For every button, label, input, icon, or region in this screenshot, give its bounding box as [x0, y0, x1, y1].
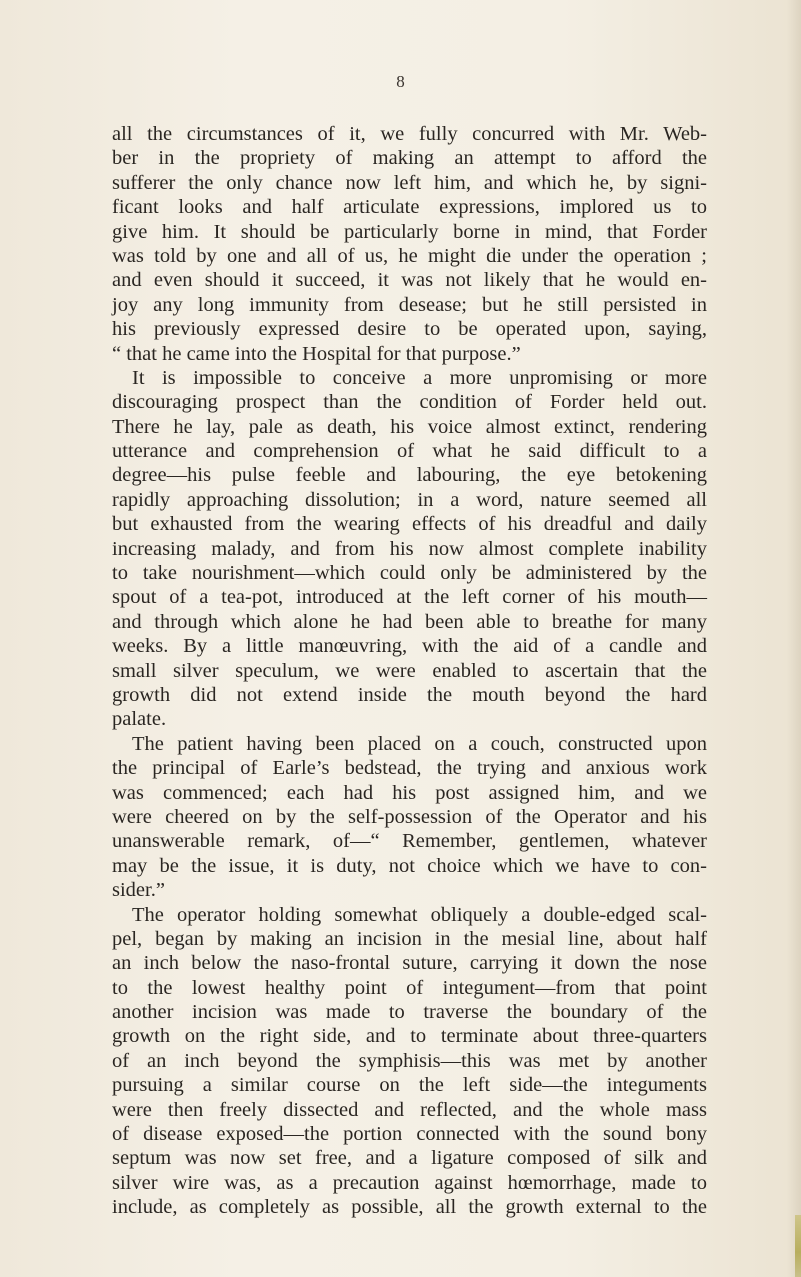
text-line: increasing malady, and from his now almost complete inability: [112, 537, 707, 560]
text-line: small silver speculum, we were enabled to ascertain that the: [112, 659, 707, 682]
text-line: sider.”: [112, 879, 165, 902]
text-line: and through which alone he had been able to breathe for many: [112, 610, 707, 633]
text-line: rapidly approaching dissolution; in a word, nature seemed all: [112, 488, 707, 511]
text-line: sufferer the only chance now left him, and which he, by signi-: [112, 171, 707, 194]
text-line: to take nourishment—which could only be administered by the: [112, 562, 707, 585]
text-line: another incision was made to traverse the boundary of the: [112, 1001, 707, 1024]
text-line: was commenced; each had his post assigned him, and we: [112, 781, 707, 804]
text-line: but exhausted from the wearing effects of his dreadful and daily: [112, 513, 707, 536]
text-line: were cheered on by the self-possession of the Operator and his: [112, 805, 707, 828]
text-line: include, as completely as possible, all the growth external to the: [112, 1196, 707, 1219]
text-line: all the circumstances of it, we fully concurred with Mr. Web-: [112, 123, 707, 145]
text-line: his previously expressed desire to be operated upon, saying,: [112, 318, 707, 341]
text-line: growth on the right side, and to terminate about three-quarters: [112, 1025, 707, 1048]
text-line: It is impossible to conceive a more unpromising or more: [132, 366, 707, 389]
text-line: an inch below the naso-frontal suture, carrying it down the nose: [112, 952, 707, 975]
text-line: pursuing a similar course on the left side—the integuments: [112, 1074, 707, 1097]
text-line: unanswerable remark, of—“ Remember, gentlemen, whatever: [112, 830, 707, 853]
text-line: growth did not extend inside the mouth beyond the hard: [112, 683, 707, 706]
text-line: degree—his pulse feeble and labouring, the eye betokening: [112, 464, 707, 487]
text-line: may be the issue, it is duty, not choice which we have to con-: [112, 854, 707, 877]
text-line: and even should it succeed, it was not likely that he would en-: [112, 269, 707, 292]
page-edge-stain: [795, 1215, 801, 1277]
text-line: of an inch beyond the symphisis—this was met by another: [112, 1049, 707, 1072]
body-text: [112, 122, 707, 1220]
text-line: “ that he came into the Hospital for that purpose.”: [112, 342, 521, 365]
page-edge-shadow: [787, 0, 801, 1277]
text-line: There he lay, pale as death, his voice almost extinct, rendering: [112, 415, 707, 438]
text-line: was told by one and all of us, he might die under the operation ;: [112, 244, 707, 267]
text-line: The patient having been placed on a couch, constructed upon: [132, 732, 707, 755]
text-line: joy any long immunity from desease; but he still persisted in: [112, 293, 707, 316]
text-line: septum was now set free, and a ligature composed of silk and: [112, 1147, 707, 1170]
text-line: of disease exposed—the portion connected with the sound bony: [112, 1123, 707, 1146]
text-line: the principal of Earle’s bedstead, the trying and anxious work: [112, 757, 707, 780]
text-line: The operator holding somewhat obliquely a double-edged scal-: [132, 903, 707, 926]
text-line: give him. It should be particularly borne in mind, that Forder: [112, 220, 707, 243]
text-line: discouraging prospect than the condition of Forder held out.: [112, 391, 707, 414]
text-line: silver wire was, as a precaution against hœmorrhage, made to: [112, 1171, 707, 1194]
text-line: to the lowest healthy point of integument—from that point: [112, 976, 707, 999]
text-line: spout of a tea-pot, introduced at the left corner of his mouth—: [112, 586, 707, 609]
text-line: ficant looks and half articulate expressions, implored us to: [112, 196, 707, 219]
page-number: 8: [396, 72, 405, 91]
text-line: utterance and comprehension of what he said difficult to a: [112, 440, 707, 463]
text-line: ber in the propriety of making an attempt to afford the: [112, 147, 707, 170]
text-line: pel, began by making an incision in the mesial line, about half: [112, 927, 707, 950]
text-line: palate.: [112, 708, 167, 731]
text-line: were then freely dissected and reflected, and the whole mass: [112, 1098, 707, 1121]
text-line: weeks. By a little manœuvring, with the aid of a candle and: [112, 635, 707, 658]
